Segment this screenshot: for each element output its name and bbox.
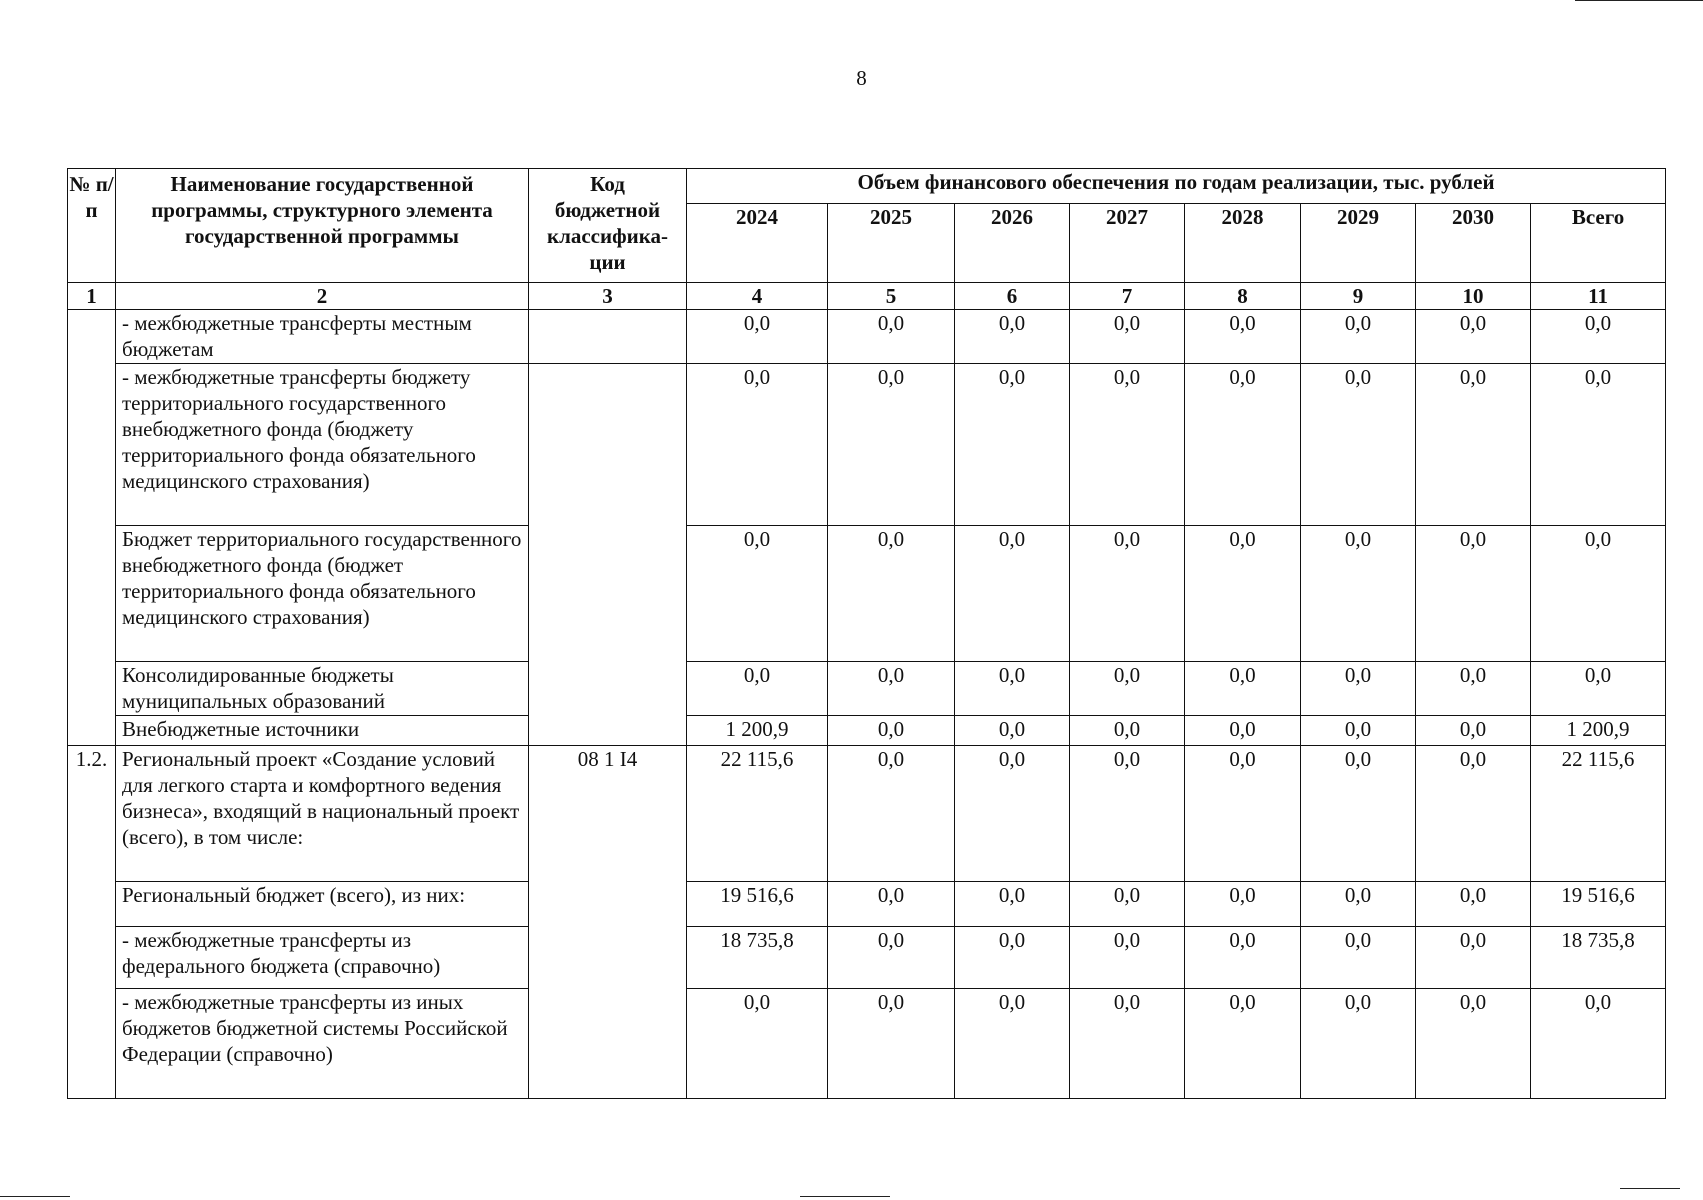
header-name: Наименование государственной программы, структурного элемента государственной программы: [116, 169, 529, 283]
value-cell: 0,0: [1301, 882, 1416, 927]
value-cell: 0,0: [955, 662, 1070, 716]
header-year: 2027: [1070, 204, 1185, 283]
table-row: [68, 364, 1666, 526]
column-number: 8: [1185, 283, 1301, 310]
column-number: 1: [68, 283, 116, 310]
value-cell: 0,0: [1416, 746, 1531, 882]
value-cell: 0,0: [828, 310, 955, 364]
scan-edge-mark: [0, 1196, 70, 1197]
value-cell: 0,0: [1416, 526, 1531, 662]
value-cell: 0,0: [828, 364, 955, 526]
value-cell: 0,0: [1301, 526, 1416, 662]
scan-edge-mark: [800, 1196, 890, 1197]
value-cell: 0,0: [687, 364, 828, 526]
row-name: Региональный бюджет (всего), из них:: [116, 882, 529, 927]
table-row: [68, 662, 1666, 716]
row-code: [529, 364, 687, 746]
table-row: [68, 716, 1666, 746]
value-cell: 0,0: [1416, 882, 1531, 927]
row-name: - межбюджетные трансферты из федерального бюджета (справочно): [116, 927, 529, 989]
value-cell: 19 516,6: [1531, 882, 1666, 927]
column-number: 10: [1416, 283, 1531, 310]
header-total: Всего: [1531, 204, 1666, 283]
header-year: 2030: [1416, 204, 1531, 283]
row-index: [68, 310, 116, 746]
value-cell: 0,0: [828, 716, 955, 746]
row-name: Консолидированные бюджеты муниципальных образований: [116, 662, 529, 716]
value-cell: 18 735,8: [1531, 927, 1666, 989]
value-cell: 0,0: [1070, 927, 1185, 989]
value-cell: 0,0: [1301, 310, 1416, 364]
value-cell: 0,0: [955, 364, 1070, 526]
value-cell: 0,0: [955, 746, 1070, 882]
value-cell: 19 516,6: [687, 882, 828, 927]
value-cell: 0,0: [1531, 989, 1666, 1099]
value-cell: 0,0: [1301, 716, 1416, 746]
column-number: 6: [955, 283, 1070, 310]
header-year: 2026: [955, 204, 1070, 283]
value-cell: 0,0: [1416, 716, 1531, 746]
value-cell: 0,0: [687, 526, 828, 662]
value-cell: 0,0: [828, 927, 955, 989]
column-number: 3: [529, 283, 687, 310]
value-cell: 0,0: [1070, 989, 1185, 1099]
header-year: 2025: [828, 204, 955, 283]
value-cell: 0,0: [687, 989, 828, 1099]
value-cell: 0,0: [828, 662, 955, 716]
value-cell: 0,0: [828, 989, 955, 1099]
header-code: Код бюджетной классифика-ции: [529, 169, 687, 283]
value-cell: 0,0: [1070, 716, 1185, 746]
value-cell: 0,0: [955, 989, 1070, 1099]
column-number: 2: [116, 283, 529, 310]
table-row: [68, 927, 1666, 989]
value-cell: 0,0: [955, 927, 1070, 989]
value-cell: 0,0: [955, 716, 1070, 746]
header-volume: Объем финансового обеспечения по годам реализации, тыс. рублей: [687, 169, 1666, 204]
value-cell: 0,0: [1301, 989, 1416, 1099]
value-cell: 0,0: [1185, 989, 1301, 1099]
value-cell: 0,0: [1070, 364, 1185, 526]
row-name: Бюджет территориального государственного внебюджетного фонда (бюджет территориального фонда обязательного медицинского страхования): [116, 526, 529, 662]
column-number: 7: [1070, 283, 1185, 310]
value-cell: 0,0: [1301, 364, 1416, 526]
value-cell: 0,0: [1185, 310, 1301, 364]
value-cell: 0,0: [1070, 526, 1185, 662]
value-cell: 1 200,9: [1531, 716, 1666, 746]
value-cell: 0,0: [955, 310, 1070, 364]
value-cell: 18 735,8: [687, 927, 828, 989]
row-name: Внебюджетные источники: [116, 716, 529, 746]
value-cell: 0,0: [1185, 746, 1301, 882]
value-cell: 0,0: [1070, 310, 1185, 364]
table-row: [68, 882, 1666, 927]
value-cell: 22 115,6: [687, 746, 828, 882]
value-cell: 0,0: [1185, 927, 1301, 989]
row-name: - межбюджетные трансферты бюджету территориального государственного внебюджетного фонда (бюджету территориального фонда обязательного медицинского страхования): [116, 364, 529, 526]
value-cell: 0,0: [1185, 662, 1301, 716]
value-cell: 0,0: [828, 746, 955, 882]
header-num: № п/п: [68, 169, 116, 283]
value-cell: 0,0: [1185, 716, 1301, 746]
value-cell: 0,0: [687, 310, 828, 364]
value-cell: 0,0: [1531, 364, 1666, 526]
column-number: 11: [1531, 283, 1666, 310]
column-number: 5: [828, 283, 955, 310]
value-cell: 0,0: [1185, 364, 1301, 526]
table-row: [68, 746, 1666, 882]
header-year: 2029: [1301, 204, 1416, 283]
header-year: 2024: [687, 204, 828, 283]
value-cell: 0,0: [1531, 662, 1666, 716]
value-cell: 0,0: [1301, 746, 1416, 882]
row-name: - межбюджетные трансферты из иных бюджетов бюджетной системы Российской Федерации (справочно): [116, 989, 529, 1099]
value-cell: 0,0: [1301, 662, 1416, 716]
row-code: 08 1 I4: [529, 746, 687, 1099]
value-cell: 0,0: [1416, 927, 1531, 989]
row-name: - межбюджетные трансферты местным бюджетам: [116, 310, 529, 364]
value-cell: 0,0: [1070, 746, 1185, 882]
value-cell: 0,0: [1416, 662, 1531, 716]
value-cell: 1 200,9: [687, 716, 828, 746]
value-cell: 0,0: [1185, 526, 1301, 662]
table-row: [68, 310, 1666, 364]
value-cell: 0,0: [828, 882, 955, 927]
table-row: [68, 526, 1666, 662]
value-cell: 0,0: [1185, 882, 1301, 927]
value-cell: 0,0: [1416, 989, 1531, 1099]
header-year: 2028: [1185, 204, 1301, 283]
column-number: 4: [687, 283, 828, 310]
row-code: [529, 310, 687, 364]
scan-edge-mark: [1575, 0, 1703, 1]
value-cell: 0,0: [955, 526, 1070, 662]
financing-table: [67, 168, 1666, 1099]
value-cell: 0,0: [1070, 882, 1185, 927]
page-number: 8: [856, 66, 867, 90]
value-cell: 0,0: [1301, 927, 1416, 989]
value-cell: 0,0: [955, 882, 1070, 927]
row-index: 1.2.: [68, 746, 116, 1099]
value-cell: 0,0: [1531, 310, 1666, 364]
value-cell: 0,0: [1531, 526, 1666, 662]
table-row: [68, 989, 1666, 1099]
value-cell: 0,0: [1416, 310, 1531, 364]
value-cell: 0,0: [687, 662, 828, 716]
scan-edge-mark: [1620, 1188, 1680, 1189]
column-number: 9: [1301, 283, 1416, 310]
value-cell: 22 115,6: [1531, 746, 1666, 882]
value-cell: 0,0: [1070, 662, 1185, 716]
value-cell: 0,0: [828, 526, 955, 662]
row-name: Региональный проект «Создание условий для легкого старта и комфортного ведения бизнеса», входящий в национальный проект (всего), в том числе:: [116, 746, 529, 882]
value-cell: 0,0: [1416, 364, 1531, 526]
